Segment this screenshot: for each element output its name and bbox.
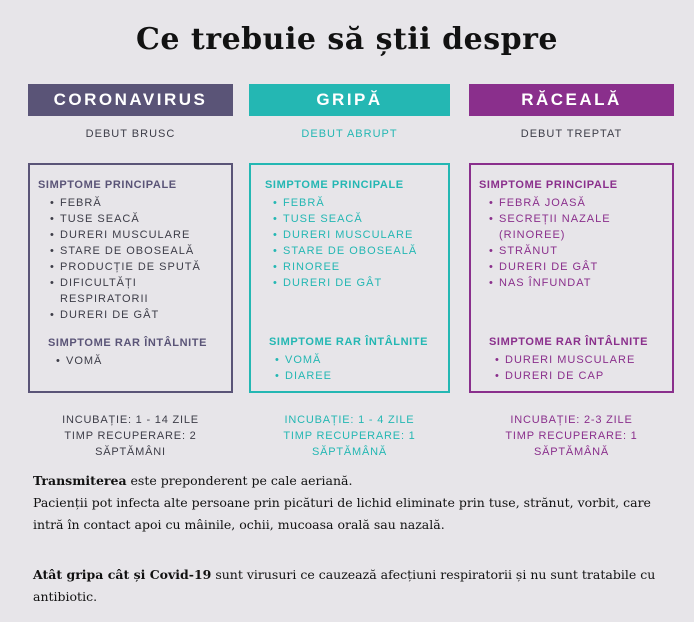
list-item: • FEBRĂ JOASĂ: [489, 197, 586, 209]
list-item: • VOMĂ: [275, 354, 322, 366]
list-item: • PRODUCȚIE DE SPUTĂ: [50, 261, 201, 273]
gripa-symptoms-box: [249, 163, 450, 393]
list-item: • SECREȚII NAZALE: [489, 213, 611, 225]
transmission-bold: Transmiterea: [33, 473, 127, 488]
raceala-header: [469, 84, 674, 116]
list-item: • TUSE SEACĂ: [273, 213, 363, 225]
page-title: Ce trebuie să știi despre: [136, 22, 558, 57]
coronavirus-header: [28, 84, 233, 116]
list-item: • FEBRĂ: [50, 197, 102, 209]
list-item: • DIAREE: [275, 370, 332, 382]
list-item-continuation: RESPIRATORII: [60, 293, 149, 305]
coronavirus-recovery: TIMP RECUPERARE: 2 SĂPTĂMÂNI: [64, 430, 197, 458]
antibiotic-text: sunt virusuri ce cauzează afecțiuni respiratorii și nu sunt tratabile cu antibiotic.: [33, 567, 656, 604]
list-item: • STARE DE OBOSEALĂ: [50, 245, 195, 257]
coronavirus-main-title: SIMPTOME PRINCIPALE: [38, 179, 177, 191]
gripa-rare-title: SIMPTOME RAR ÎNTÂLNITE: [269, 336, 429, 348]
coronavirus-onset: DEBUT BRUSC: [85, 128, 176, 140]
list-item: • STRĂNUT: [489, 245, 558, 257]
coronavirus-rare-title: SIMPTOME RAR ÎNTÂLNITE: [48, 337, 208, 349]
raceala-header-label: RĂCEALĂ: [521, 90, 622, 109]
list-item: • DURERI DE GÂT: [489, 261, 599, 273]
list-item: • DURERI MUSCULARE: [495, 354, 636, 366]
transmission-text: este preponderent pe cale aeriană.: [126, 473, 353, 488]
list-item: • DURERI MUSCULARE: [50, 229, 191, 241]
raceala-rare-title: SIMPTOME RAR ÎNTÂLNITE: [489, 336, 649, 348]
list-item: • RINOREE: [273, 261, 341, 273]
raceala-recovery: TIMP RECUPERARE: 1 SĂPTĂMÂNĂ: [505, 430, 638, 458]
raceala-onset: DEBUT TREPTAT: [520, 128, 623, 140]
gripa-recovery: TIMP RECUPERARE: 1 SĂPTĂMÂNĂ: [283, 430, 416, 458]
coronavirus-header-label: CORONAVIRUS: [53, 90, 208, 109]
list-item: • NAS ÎNFUNDAT: [489, 277, 592, 289]
transmission-details: Pacienții pot infecta alte persoane prin picături de lichid eliminate prin tuse, strănut, vorbit, care intră în contact apoi cu mâinile, ochii, mucoasa orală sau nazală.: [33, 495, 651, 532]
gripa-header-label: GRIPĂ: [316, 90, 383, 109]
list-item: • DIFICULTĂȚI: [50, 277, 137, 289]
list-item: • DURERI DE GÂT: [273, 277, 383, 289]
coronavirus-incubation: INCUBAȚIE: 1 - 14 ZILE: [62, 414, 199, 426]
gripa-main-title: SIMPTOME PRINCIPALE: [265, 179, 404, 191]
gripa-onset: DEBUT ABRUPT: [301, 128, 398, 140]
list-item: • DURERI DE CAP: [495, 370, 605, 382]
raceala-footer: [469, 412, 674, 460]
gripa-footer: [249, 412, 450, 460]
list-item: • STARE DE OBOSEALĂ: [273, 245, 418, 257]
coronavirus-symptoms-box: [28, 163, 233, 393]
list-item: • VOMĂ: [56, 355, 103, 367]
coronavirus-footer: [28, 412, 233, 460]
raceala-main-title: SIMPTOME PRINCIPALE: [479, 179, 618, 191]
raceala-incubation: INCUBAȚIE: 2-3 ZILE: [510, 414, 633, 426]
gripa-incubation: INCUBAȚIE: 1 - 4 ZILE: [284, 414, 415, 426]
transmission-paragraph: [33, 470, 673, 536]
list-item: • FEBRĂ: [273, 197, 325, 209]
list-item-continuation: (RINOREE): [499, 229, 566, 241]
list-item: • TUSE SEACĂ: [50, 213, 140, 225]
antibiotic-paragraph: [33, 564, 673, 608]
gripa-header: [249, 84, 450, 116]
antibiotic-bold: Atât gripa cât și Covid-19: [33, 567, 212, 582]
list-item: • DURERI MUSCULARE: [273, 229, 414, 241]
raceala-symptoms-box: [469, 163, 674, 393]
list-item: • DURERI DE GÂT: [50, 309, 160, 321]
